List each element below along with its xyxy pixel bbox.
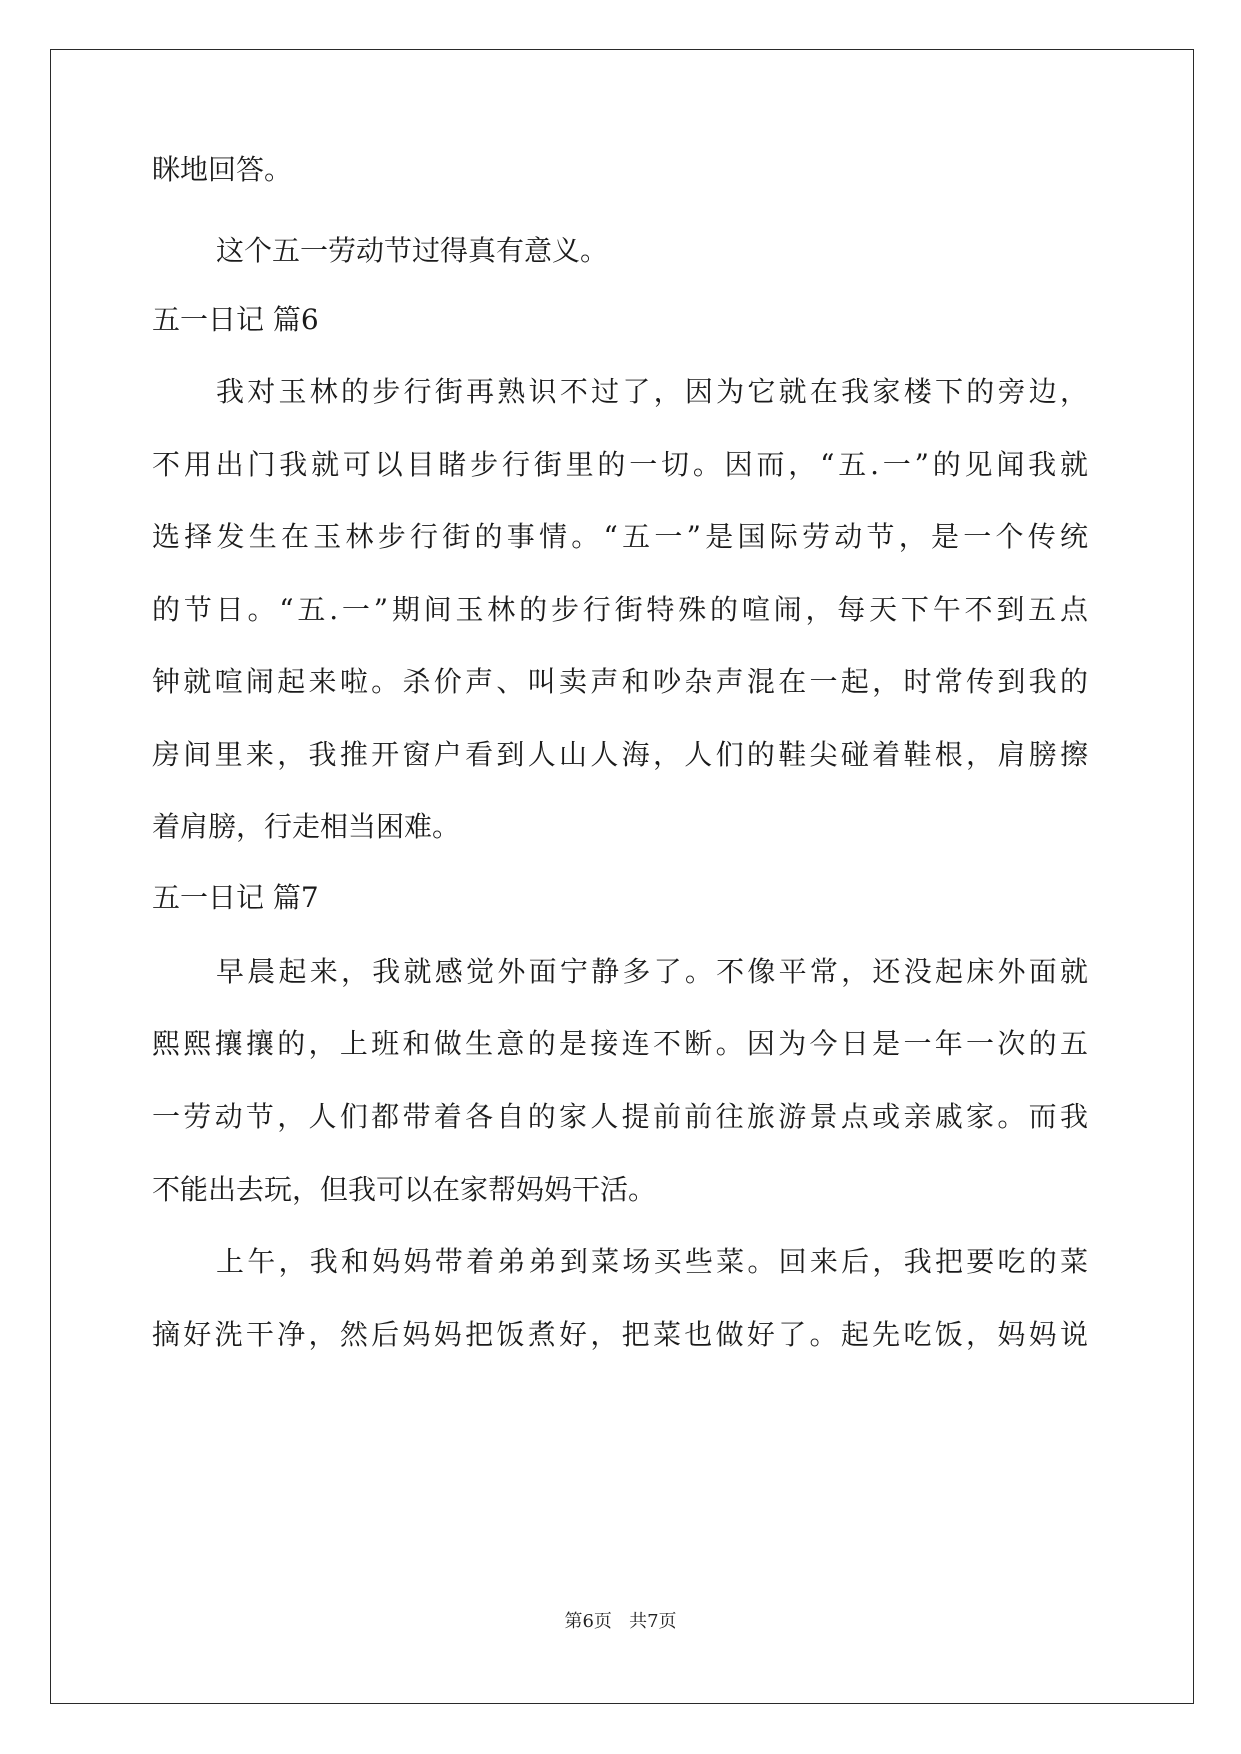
paragraph-line: 上午，我和妈妈带着弟弟到菜场买些菜。回来后，我把要吃的菜 — [216, 1245, 1088, 1278]
paragraph-line: 我对玉林的步行街再熟识不过了，因为它就在我家楼下的旁边， — [216, 375, 1088, 408]
paragraph-line: 一劳动节，人们都带着各自的家人提前前往旅游景点或亲戚家。而我 — [152, 1100, 1088, 1133]
section-heading: 五一日记 篇6 — [152, 303, 319, 336]
page-border — [50, 49, 1194, 1704]
paragraph-line: 早晨起来，我就感觉外面宁静多了。不像平常，还没起床外面就 — [216, 955, 1088, 988]
page-total: 共7页 — [629, 1611, 677, 1632]
paragraph-line: 钟就喧闹起来啦。杀价声、叫卖声和吵杂声混在一起，时常传到我的 — [152, 665, 1088, 698]
paragraph-line: 着肩膀，行走相当困难。 — [152, 810, 461, 843]
page-footer — [0, 1610, 1241, 1634]
paragraph-line: 熙熙攘攘的，上班和做生意的是接连不断。因为今日是一年一次的五 — [152, 1027, 1088, 1060]
section-heading: 五一日记 篇7 — [152, 881, 319, 914]
paragraph-line: 不用出门我就可以目睹步行街里的一切。因而，“五.一”的见闻我就 — [152, 448, 1088, 481]
page-number: 第6页 — [564, 1611, 612, 1632]
paragraph-line: 眯地回答。 — [152, 153, 293, 186]
paragraph-line: 摘好洗干净，然后妈妈把饭煮好，把菜也做好了。起先吃饭，妈妈说 — [152, 1318, 1088, 1351]
paragraph-line: 这个五一劳动节过得真有意义。 — [216, 234, 609, 267]
paragraph-line: 不能出去玩，但我可以在家帮妈妈干活。 — [152, 1173, 657, 1206]
paragraph-line: 选择发生在玉林步行街的事情。“五一”是国际劳动节，是一个传统 — [152, 520, 1088, 553]
paragraph-line: 的节日。“五.一”期间玉林的步行街特殊的喧闹，每天下午不到五点 — [152, 593, 1088, 626]
paragraph-line: 房间里来，我推开窗户看到人山人海，人们的鞋尖碰着鞋根，肩膀擦 — [152, 738, 1088, 771]
